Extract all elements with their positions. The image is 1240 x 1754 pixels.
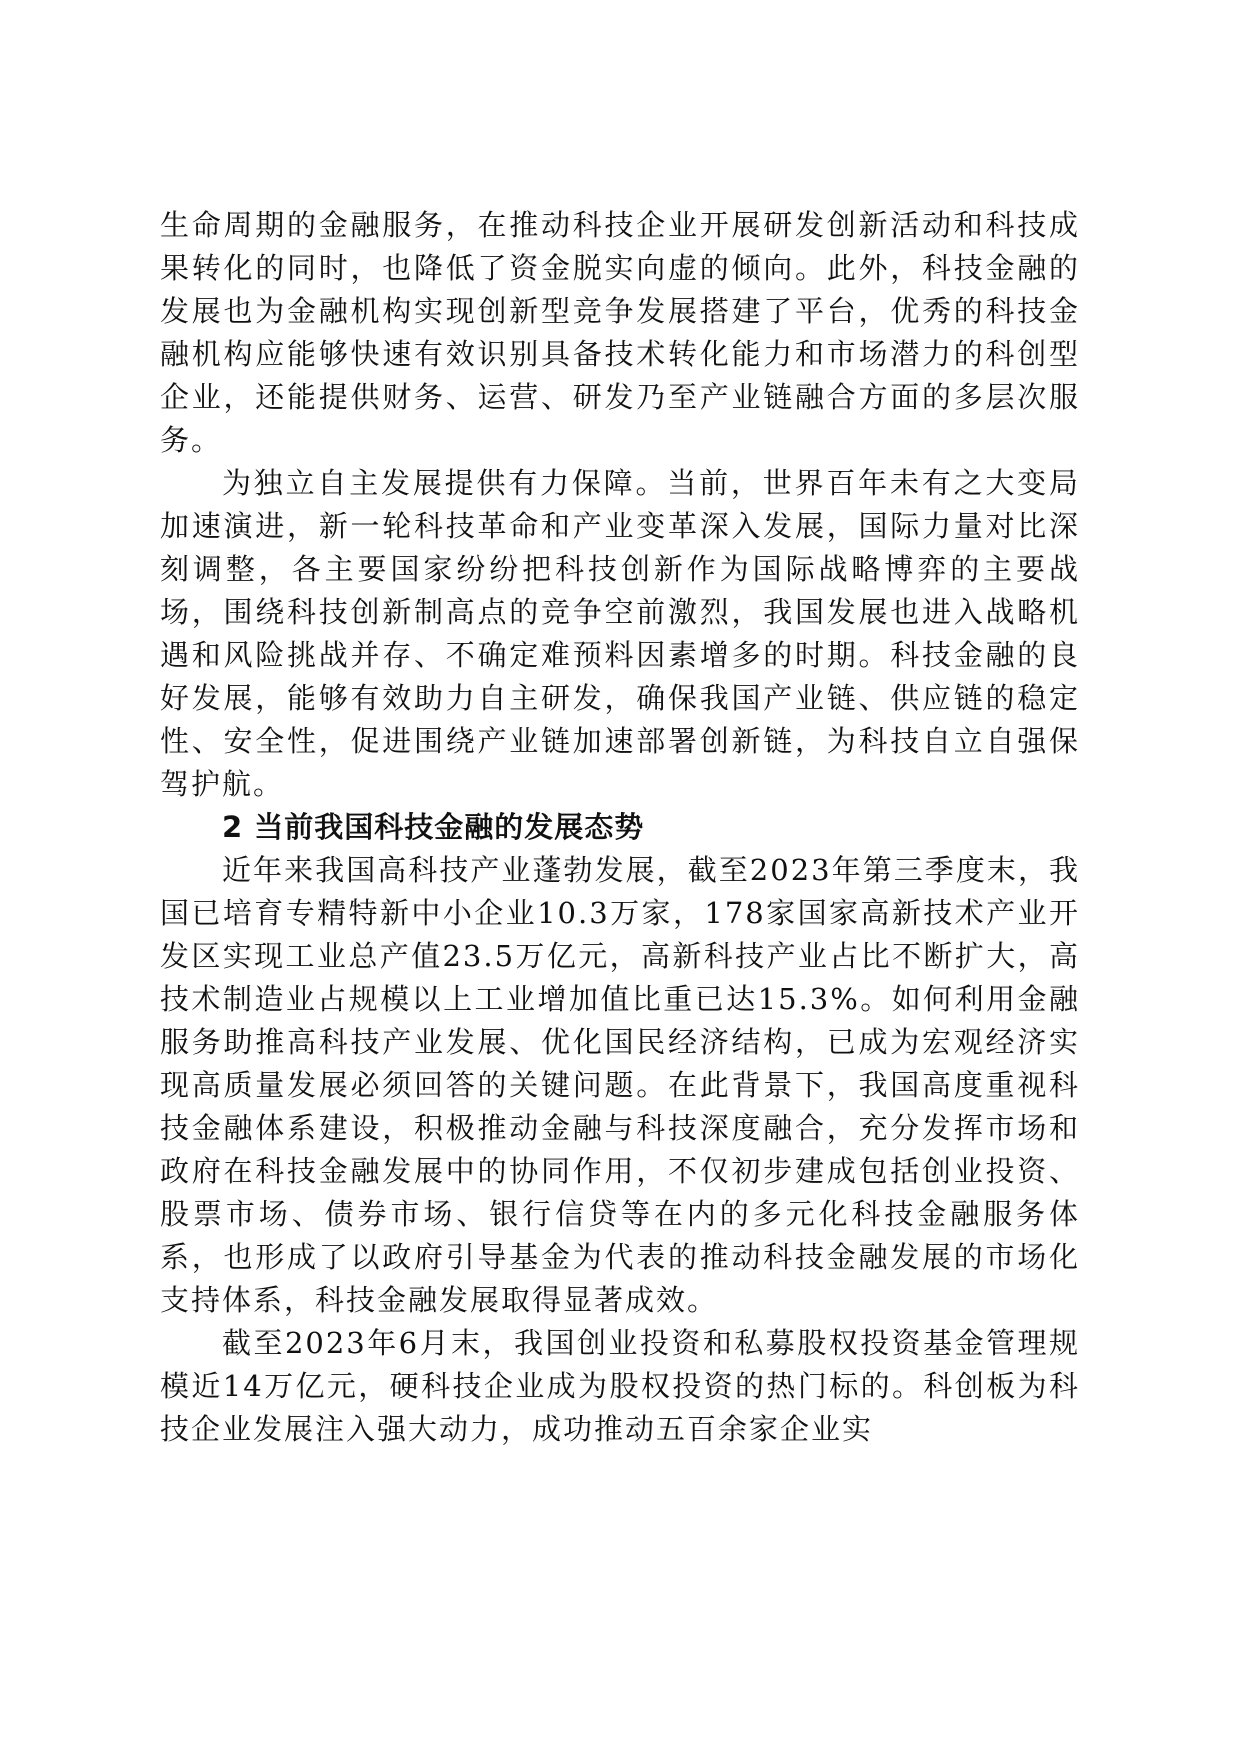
body-text (160, 204, 1080, 1451)
section-heading: 2 当前我国科技金融的发展态势 (222, 810, 645, 844)
paragraph-high-tech-industry: 近年来我国高科技产业蓬勃发展，截至2023年第三季度末，我国已培育专精特新中小企业10.3万家，178家国家高新技术产业开发区实现工业总产值23.5万亿元，高新科技产业占比不断扩大，高技术制造业占规模以上工业增加值比重已达15.3%。如何利用金融服务助推高科技产业发展、优化国民经济结构，已成为宏观经济实现高质量发展必须回答的关键问题。在此背景下，我国高度重视科技金融体系建设，积极推动金融与科技深度融合，充分发挥市场和政府在科技金融发展中的协同作用，不仅初步建成包括创业投资、股票市场、债券市场、银行信贷等在内的多元化科技金融服务体系，也形成了以政府引导基金为代表的推动科技金融发展的市场化支持体系，科技金融发展取得显著成效。 (160, 853, 1080, 1317)
paragraph-independent-development: 为独立自主发展提供有力保障。当前，世界百年未有之大变局加速演进，新一轮科技革命和产业变革深入发展，国际力量对比深刻调整，各主要国家纷纷把科技创新作为国际战略博弈的主要战场，围绕科技创新制高点的竞争空前激烈，我国发展也进入战略机遇和风险挑战并存、不确定难预料因素增多的时期。科技金融的良好发展，能够有效助力自主研发，确保我国产业链、供应链的稳定性、安全性，促进围绕产业链加速部署创新链，为科技自立自强保驾护航。 (160, 466, 1080, 801)
paragraph-venture-investment: 截至2023年6月末，我国创业投资和私募股权投资基金管理规模近14万亿元，硬科技企业成为股权投资的热门标的。科创板为科技企业发展注入强大动力，成功推动五百余家企业实 (160, 1326, 1080, 1446)
paragraph-continued: 生命周期的金融服务，在推动科技企业开展研发创新活动和科技成果转化的同时，也降低了资金脱实向虚的倾向。此外，科技金融的发展也为金融机构实现创新型竞争发展搭建了平台，优秀的科技金融机构应能够快速有效识别具备技术转化能力和市场潜力的科创型企业，还能提供财务、运营、研发乃至产业链融合方面的多层次服务。 (160, 208, 1080, 457)
